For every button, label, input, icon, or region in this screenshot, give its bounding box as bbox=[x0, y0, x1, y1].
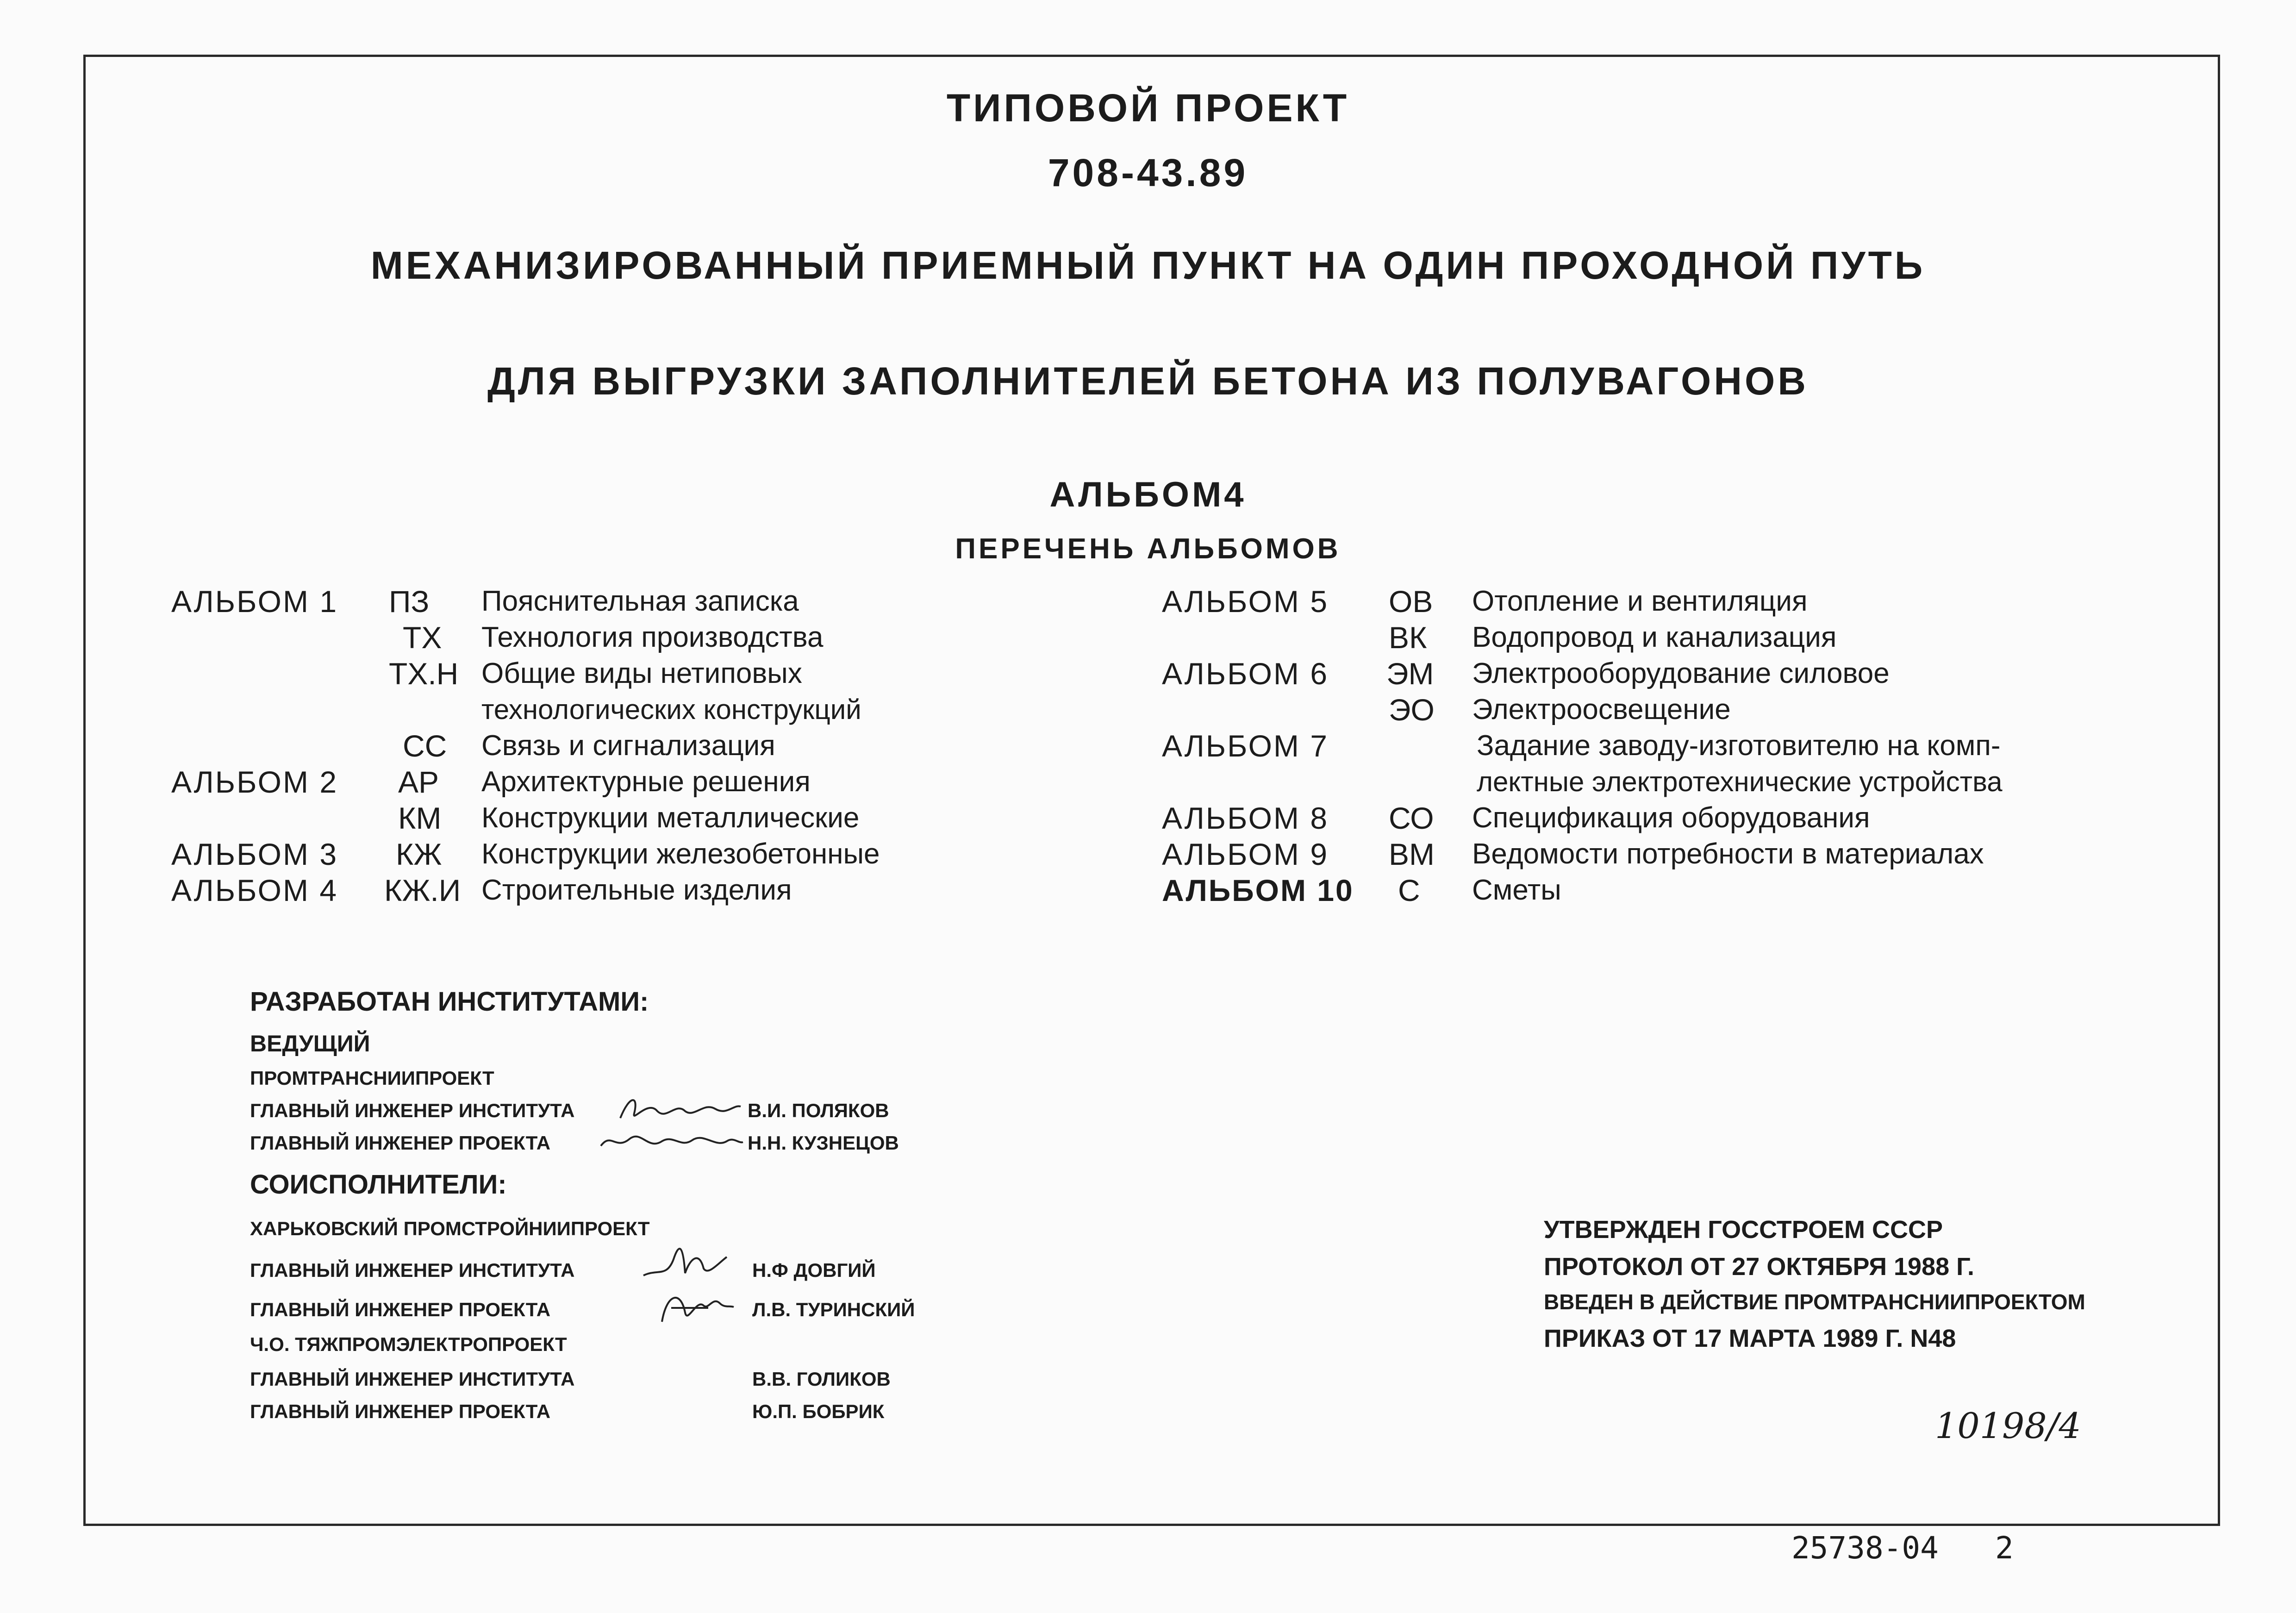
album-code: ОВ bbox=[1389, 584, 1433, 619]
album-code: КМ bbox=[398, 801, 442, 835]
album-label: АЛЬБОМ 6 bbox=[1162, 656, 1329, 691]
album-name: Конструкции металлические bbox=[481, 802, 860, 834]
album-code: КЖ bbox=[396, 837, 442, 871]
co1-chief-institute-name: Н.Ф ДОВГИЙ bbox=[752, 1259, 876, 1281]
album-name: Ведомости потребности в материалах bbox=[1472, 838, 1984, 870]
album-label: АЛЬБОМ 3 bbox=[171, 837, 338, 871]
album-code: ВК bbox=[1389, 620, 1427, 655]
album-code: ВМ bbox=[1389, 837, 1435, 871]
co2-chief-project-name: Ю.П. БОБРИК bbox=[752, 1400, 885, 1422]
album-name: Электроосвещение bbox=[1472, 694, 1731, 725]
co1-institute: ХАРЬКОВСКИЙ ПРОМСТРОЙНИИПРОЕКТ bbox=[250, 1218, 650, 1239]
album-name: Сметы bbox=[1472, 874, 1561, 906]
album-label: АЛЬБОМ 7 bbox=[1162, 729, 1329, 763]
album-name: Электрооборудование силовое bbox=[1472, 657, 1890, 689]
album-code: С bbox=[1398, 873, 1420, 907]
signature-dovgiy bbox=[639, 1232, 731, 1287]
signature-kuznetsov bbox=[597, 1123, 745, 1160]
co2-institute: Ч.О. ТЯЖПРОМЭЛЕКТРОПРОЕКТ bbox=[250, 1333, 567, 1355]
album-name: Технология производства bbox=[481, 621, 824, 653]
approval-line4: ПРИКАЗ ОТ 17 МАРТА 1989 Г. N48 bbox=[1544, 1325, 1956, 1352]
approval-line2: ПРОТОКОЛ ОТ 27 ОКТЯБРЯ 1988 Г. bbox=[1544, 1253, 1975, 1281]
album-name: Отопление и вентиляция bbox=[1472, 585, 1808, 617]
lead-chief-project-name: Н.Н. КУЗНЕЦОВ bbox=[748, 1132, 899, 1154]
album-name: технологических конструкций bbox=[481, 694, 861, 725]
album-code: ТХ bbox=[403, 620, 442, 655]
album-code: ЭМ bbox=[1386, 656, 1434, 691]
lead-institute: ПРОМТРАНСНИИПРОЕКТ bbox=[250, 1067, 494, 1089]
co2-chief-institute-name: В.В. ГОЛИКОВ bbox=[752, 1368, 891, 1390]
approval-line3: ВВЕДЕН В ДЕЙСТВИЕ ПРОМТРАНСНИИПРОЕКТОМ bbox=[1544, 1290, 2085, 1314]
lead-label: ВЕДУЩИЙ bbox=[250, 1031, 370, 1057]
album-code: КЖ.И bbox=[384, 873, 461, 907]
co1-chief-institute-label: ГЛАВНЫЙ ИНЖЕНЕР ИНСТИТУТА bbox=[250, 1259, 575, 1281]
album-name: Связь и сигнализация bbox=[481, 730, 775, 762]
album-code: СС bbox=[403, 729, 447, 763]
album-code: ПЗ bbox=[389, 584, 430, 619]
album-label: АЛЬБОМ 8 bbox=[1162, 801, 1329, 835]
album-name: Общие виды нетиповых bbox=[481, 657, 802, 689]
album-label: АЛЬБОМ 1 bbox=[171, 584, 338, 619]
album-list-title: ПЕРЕЧЕНЬ АЛЬБОМОВ bbox=[955, 533, 1341, 565]
album-number: АЛЬБОМ4 bbox=[1049, 475, 1247, 514]
signature-turinskiy bbox=[653, 1280, 736, 1331]
album-label: АЛЬБОМ 9 bbox=[1162, 837, 1329, 871]
album-name: Водопровод и канализация bbox=[1472, 621, 1837, 653]
page-number: 2 bbox=[1995, 1530, 2014, 1566]
album-name: Задание заводу-изготовителю на комп- bbox=[1477, 730, 2001, 762]
developers-heading: РАЗРАБОТАН ИНСТИТУТАМИ: bbox=[250, 987, 649, 1017]
project-title-line2: ДЛЯ ВЫГРУЗКИ ЗАПОЛНИТЕЛЕЙ БЕТОНА ИЗ ПОЛУВАГОНОВ bbox=[487, 359, 1809, 403]
album-label: АЛЬБОМ 5 bbox=[1162, 584, 1329, 619]
album-code: СО bbox=[1389, 801, 1434, 835]
sheet-code: 25738-04 bbox=[1791, 1530, 1939, 1566]
album-name: лектные электротехнические устройства bbox=[1477, 766, 2003, 797]
album-code: ТХ.Н bbox=[389, 656, 459, 691]
album-label: АЛЬБОМ 4 bbox=[171, 873, 338, 907]
lead-chief-institute-name: В.И. ПОЛЯКОВ bbox=[748, 1100, 889, 1121]
lead-chief-institute-label: ГЛАВНЫЙ ИНЖЕНЕР ИНСТИТУТА bbox=[250, 1100, 575, 1121]
co2-chief-project-label: ГЛАВНЫЙ ИНЖЕНЕР ПРОЕКТА bbox=[250, 1400, 551, 1422]
signature-polyakov bbox=[616, 1090, 745, 1127]
album-name: Конструкции железобетонные bbox=[481, 838, 880, 870]
co2-chief-institute-label: ГЛАВНЫЙ ИНЖЕНЕР ИНСТИТУТА bbox=[250, 1368, 575, 1390]
project-title-line1: МЕХАНИЗИРОВАННЫЙ ПРИЕМНЫЙ ПУНКТ НА ОДИН ПРОХОДНОЙ ПУТЬ bbox=[370, 244, 1926, 287]
co-executors-heading: СОИСПОЛНИТЕЛИ: bbox=[250, 1169, 507, 1200]
album-name: Пояснительная записка bbox=[481, 585, 799, 617]
album-name: Строительные изделия bbox=[481, 874, 792, 906]
album-code: ЭО bbox=[1389, 693, 1435, 727]
album-name: Спецификация оборудования bbox=[1472, 802, 1870, 834]
album-label: АЛЬБОМ 10 bbox=[1162, 873, 1354, 907]
album-code: АР bbox=[398, 765, 439, 799]
project-type: ТИПОВОЙ ПРОЕКТ bbox=[946, 86, 1350, 130]
co1-chief-project-label: ГЛАВНЫЙ ИНЖЕНЕР ПРОЕКТА bbox=[250, 1299, 551, 1320]
album-label: АЛЬБОМ 2 bbox=[171, 765, 338, 799]
approval-line1: УТВЕРЖДЕН ГОССТРОЕМ СССР bbox=[1544, 1216, 1943, 1244]
inventory-number: 10198/4 bbox=[1935, 1405, 2081, 1446]
album-name: Архитектурные решения bbox=[481, 766, 811, 798]
lead-chief-project-label: ГЛАВНЫЙ ИНЖЕНЕР ПРОЕКТА bbox=[250, 1132, 551, 1154]
project-number: 708-43.89 bbox=[1048, 151, 1248, 194]
co1-chief-project-name: Л.В. ТУРИНСКИЙ bbox=[752, 1299, 915, 1320]
